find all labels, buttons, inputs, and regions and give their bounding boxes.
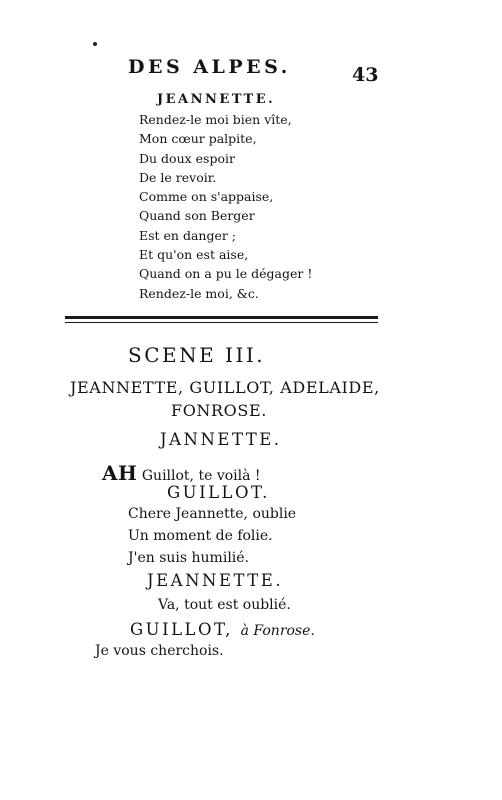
dialogue-line: Va, tout est oublié.: [158, 597, 291, 613]
speaker-name: GUILLOT,: [130, 620, 233, 639]
verse-line: Et qu'on est aise,: [139, 247, 249, 263]
verse-line: Comme on s'appaise,: [139, 189, 274, 205]
dialogue-line: Je vous cherchois.: [95, 643, 224, 659]
page-number: 43: [352, 64, 379, 86]
dialogue-line: [102, 461, 261, 485]
stage-direction: à Fonrose.: [240, 623, 315, 639]
speaker-with-direction: [130, 620, 315, 639]
character-list-line: JEANNETTE, GUILLOT, ADELAIDE,: [70, 378, 380, 397]
scene-title: SCENE III.: [128, 343, 266, 367]
divider-rule-thin: [65, 322, 378, 323]
dialogue-line: Un moment de folie.: [128, 528, 273, 544]
divider-rule-thick: [65, 316, 378, 319]
character-list-line: FONROSE.: [171, 401, 267, 420]
verse-line: Quand son Berger: [139, 208, 255, 224]
speaker-name: GUILLOT.: [167, 483, 270, 502]
running-head: DES ALPES.: [128, 56, 291, 78]
verse-line: Quand on a pu le dégager !: [139, 266, 313, 282]
verse-line: Du doux espoir: [139, 150, 235, 166]
verse-line: Est en danger ;: [139, 227, 237, 243]
drop-cap: AH: [102, 461, 138, 485]
speaker-name: JEANNETTE.: [147, 571, 284, 590]
verse-line: Rendez-le moi bien vîte,: [139, 112, 292, 127]
dialogue-text: Guillot, te voilà !: [137, 468, 261, 484]
speaker-name: JANNETTE.: [160, 430, 282, 449]
dialogue-line: J'en suis humilié.: [128, 550, 250, 566]
song-verse: [139, 110, 312, 303]
ink-speck: [93, 42, 97, 46]
verse-line: Rendez-le moi, &c.: [139, 285, 259, 301]
song-speaker: JEANNETTE.: [157, 92, 276, 107]
verse-line: Mon cœur palpite,: [139, 131, 257, 147]
verse-line: De le revoir.: [139, 169, 217, 185]
dialogue-line: Chere Jeannette, oublie: [128, 506, 297, 522]
